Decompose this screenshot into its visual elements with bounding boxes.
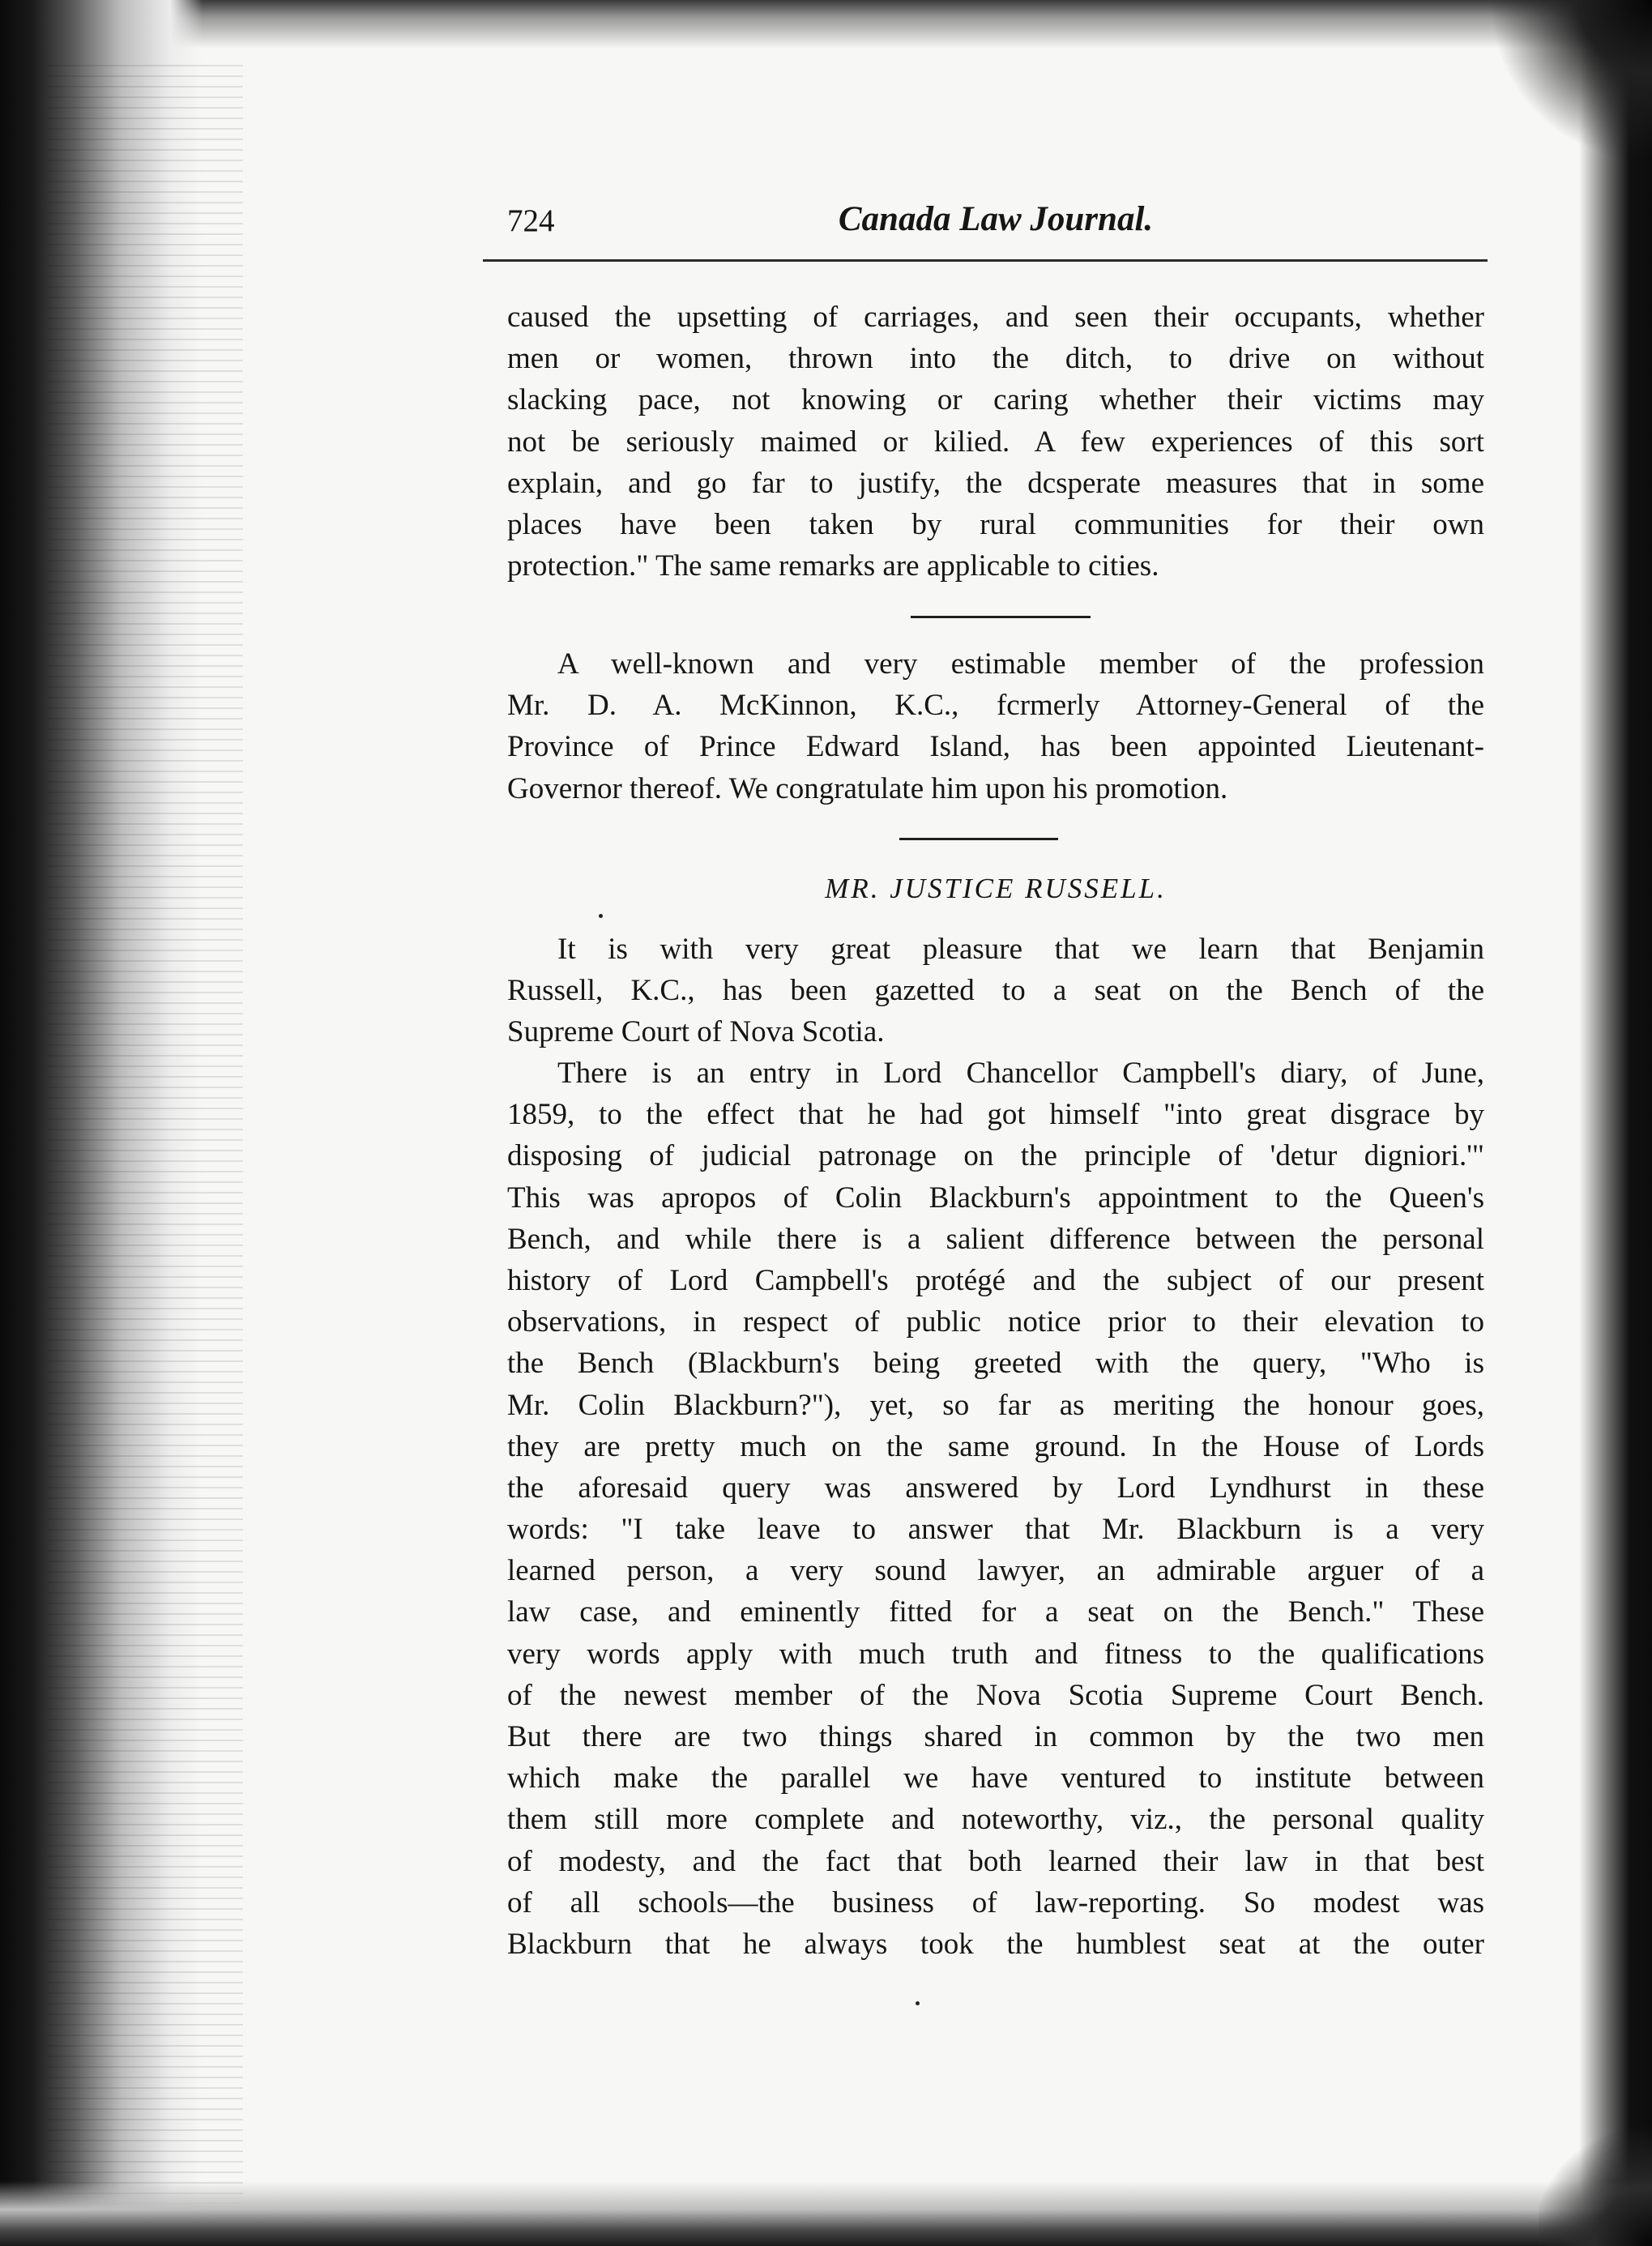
text-line: Blackburn that he always took the humblest seat at the outer	[507, 1927, 1484, 1961]
text-line: places have been taken by rural communities for their own	[507, 507, 1484, 541]
text-line: protection." The same remarks are applicable to cities.	[507, 549, 1159, 583]
section-separator	[911, 616, 1091, 618]
page-number: 724	[507, 203, 555, 238]
text-line: law case, and eminently fitted for a seat on the Bench." These	[507, 1595, 1484, 1629]
corner-shadow-bottom-right	[1539, 2116, 1652, 2246]
text-line: It is with very great pleasure that we learn that Benjamin	[557, 933, 1484, 966]
text-line: A well-known and very estimable member of the profession	[557, 647, 1484, 681]
text-line: very words apply with much truth and fitness to the qualifications	[507, 1637, 1484, 1671]
text-line: Province of Prince Edward Island, has been appointed Lieutenant-	[507, 730, 1484, 764]
text-line: the aforesaid query was answered by Lord Lyndhurst in these	[507, 1471, 1484, 1505]
article-paragraph	[507, 929, 1484, 1053]
text-line: the Bench (Blackburn's being greeted with the query, "Who is	[507, 1347, 1484, 1381]
text-line: words: "I take leave to answer that Mr. Blackburn is a very	[507, 1513, 1484, 1547]
text-line: observations, in respect of public notice prior to their elevation to	[507, 1305, 1484, 1339]
text-line: which make the parallel we have ventured to institute between	[507, 1761, 1484, 1796]
article-paragraph	[507, 1053, 1484, 1965]
text-line: men or women, thrown into the ditch, to drive on without	[507, 342, 1484, 376]
text-line: Governor thereof. We congratulate him upon his promotion.	[507, 771, 1228, 805]
text-line: of all schools—the business of law-reporting. So modest was	[507, 1885, 1484, 1919]
text-line: Mr. Colin Blackburn?"), yet, so far as meriting the honour goes,	[507, 1388, 1484, 1422]
gutter-noise	[49, 65, 243, 2204]
text-line: But there are two things shared in common by the two men	[507, 1720, 1484, 1753]
speck	[599, 914, 603, 918]
page-bottom-shadow	[0, 2181, 1652, 2246]
header-rule	[483, 259, 1488, 262]
text-line: learned person, a very sound lawyer, an admirable arguer of a	[507, 1554, 1484, 1588]
text-line: There is an entry in Lord Chancellor Campbell's diary, of June,	[557, 1057, 1484, 1090]
text-line: them still more complete and noteworthy, viz., the personal quality	[507, 1803, 1484, 1837]
text-line: Russell, K.C., has been gazetted to a seat on the Bench of the	[507, 974, 1484, 1008]
text-line: history of Lord Campbell's protégé and the subject of our present	[507, 1263, 1484, 1297]
text-line: of the newest member of the Nova Scotia Supreme Court Bench.	[507, 1678, 1484, 1712]
running-head	[507, 199, 1484, 248]
article-heading: MR. JUSTICE RUSSELL.	[825, 873, 1167, 904]
text-line: explain, and go far to justify, the dcsperate measures that in some	[507, 466, 1484, 500]
text-line: Supreme Court of Nova Scotia.	[507, 1015, 885, 1049]
section-separator	[899, 838, 1058, 840]
text-line: not be seriously maimed or kilied. A few experiences of this sort	[507, 425, 1484, 459]
paragraph-continued	[507, 297, 1484, 587]
corner-shadow-top-right	[1490, 0, 1652, 162]
text-line: slacking pace, not knowing or caring whether their victims may	[507, 383, 1484, 417]
text-line: This was apropos of Colin Blackburn's appointment to the Queen's	[507, 1181, 1484, 1215]
text-line: of modesty, and the fact that both learned their law in that best	[507, 1844, 1484, 1878]
text-line: Mr. D. A. McKinnon, K.C., fcrmerly Attorney-General of the	[507, 689, 1484, 723]
text-line: disposing of judicial patronage on the principle of 'detur digniori.'"	[507, 1139, 1484, 1173]
speck	[916, 2001, 920, 2005]
paragraph-appointment-notice	[507, 643, 1484, 809]
page-top-shadow	[0, 0, 1652, 49]
page-right-shadow	[1579, 0, 1652, 2246]
text-line: they are pretty much on the same ground. In the House of Lords	[507, 1429, 1484, 1463]
text-line: caused the upsetting of carriages, and seen their occupants, whether	[507, 301, 1484, 334]
text-line: 1859, to the effect that he had got himself "into great disgrace by	[507, 1098, 1484, 1132]
journal-title: Canada Law Journal.	[838, 200, 1154, 238]
text-line: Bench, and while there is a salient difference between the personal	[507, 1222, 1484, 1256]
